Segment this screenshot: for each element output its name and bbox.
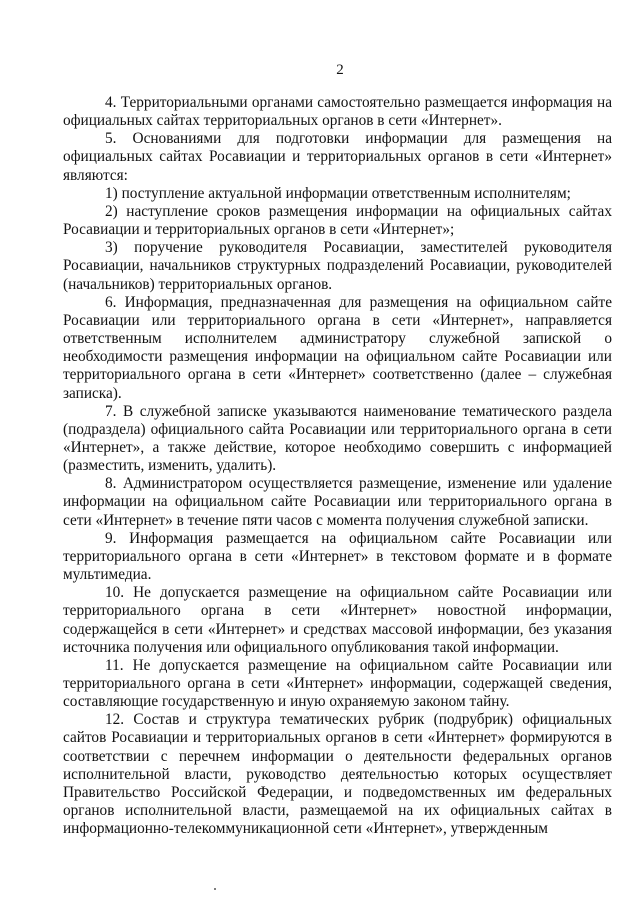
document-body xyxy=(63,94,612,838)
paragraph-6: 6. Информация, предназначенная для размещения на официальном сайте Росавиации или территориального органа в сети «Интернет», направляется ответственным исполнителем администратору служебной запиской о необходимости размещения информации на официальном сайте Росавиации или территориального органа в сети «Интернет» соответственно (далее – служебная записка). xyxy=(63,293,612,402)
list-item-1: 1) поступление актуальной информации ответственным исполнителям; xyxy=(105,184,571,202)
list-item-3: 3) поручение руководителя Росавиации, заместителей руководителя Росавиации, начальников структурных подразделений Росавиации, руководителей (начальников) территориальных органов. xyxy=(63,239,612,293)
paragraph-10: 10. Не допускается размещение на официальном сайте Росавиации или территориального органа в сети «Интернет» новостной информации, содержащейся в сети «Интернет» и средствах массовой информации, без указания источника получения или официального опубликования такой информации. xyxy=(63,584,612,656)
paragraph-11: 11. Не допускается размещение на официальном сайте Росавиации или территориального органа в сети «Интернет» информации, содержащей сведения, составляющие государственную и иную охраняемую законом тайну. xyxy=(63,656,612,711)
paragraph-7: 7. В служебной записке указываются наименование тематического раздела (подраздела) официального сайта Росавиации или территориального органа в сети «Интернет», а также действие, которое необходимо совершить с информацией (разместить, изменить, удалить). xyxy=(63,402,612,475)
paragraph-5: 5. Основаниями для подготовки информации для размещения на официальных сайтах Росавиации и территориальных органов в сети «Интернет» являются: xyxy=(63,130,612,184)
paragraph-9: 9. Информация размещается на официальном сайте Росавиации или территориального органа в сети «Интернет» в текстовом формате и в формате мультимедиа. xyxy=(63,529,612,584)
paragraph-4: 4. Территориальными органами самостоятельно размещается информация на официальных сайтах территориальных органов в сети «Интернет». xyxy=(63,94,612,130)
paragraph-8: 8. Администратором осуществляется размещение, изменение или удаление информации на официальном сайте Росавиации или территориального органа в сети «Интернет» в течение пяти часов с момента получения служебной записки. xyxy=(63,475,612,529)
page-number: 2 xyxy=(336,62,344,78)
paragraph-12: 12. Состав и структура тематических рубрик (подрубрик) официальных сайтов Росавиации и территориальных органов в сети «Интернет» формируются в соответствии с перечнем информации о деятельности федеральных органов исполнительной власти, руководство деятельностью которых осуществляет Правительство Российской Федерации, и подведомственных им федеральных органов исполнительной власти, размещаемой на их официальных сайтах в информационно-телекоммуникационной сети «Интернет», утвержденным xyxy=(63,711,612,838)
list-item-2: 2) наступление сроков размещения информации на официальных сайтах Росавиации и территориальных органов в сети «Интернет»; xyxy=(63,202,612,239)
scan-speck xyxy=(214,888,216,890)
